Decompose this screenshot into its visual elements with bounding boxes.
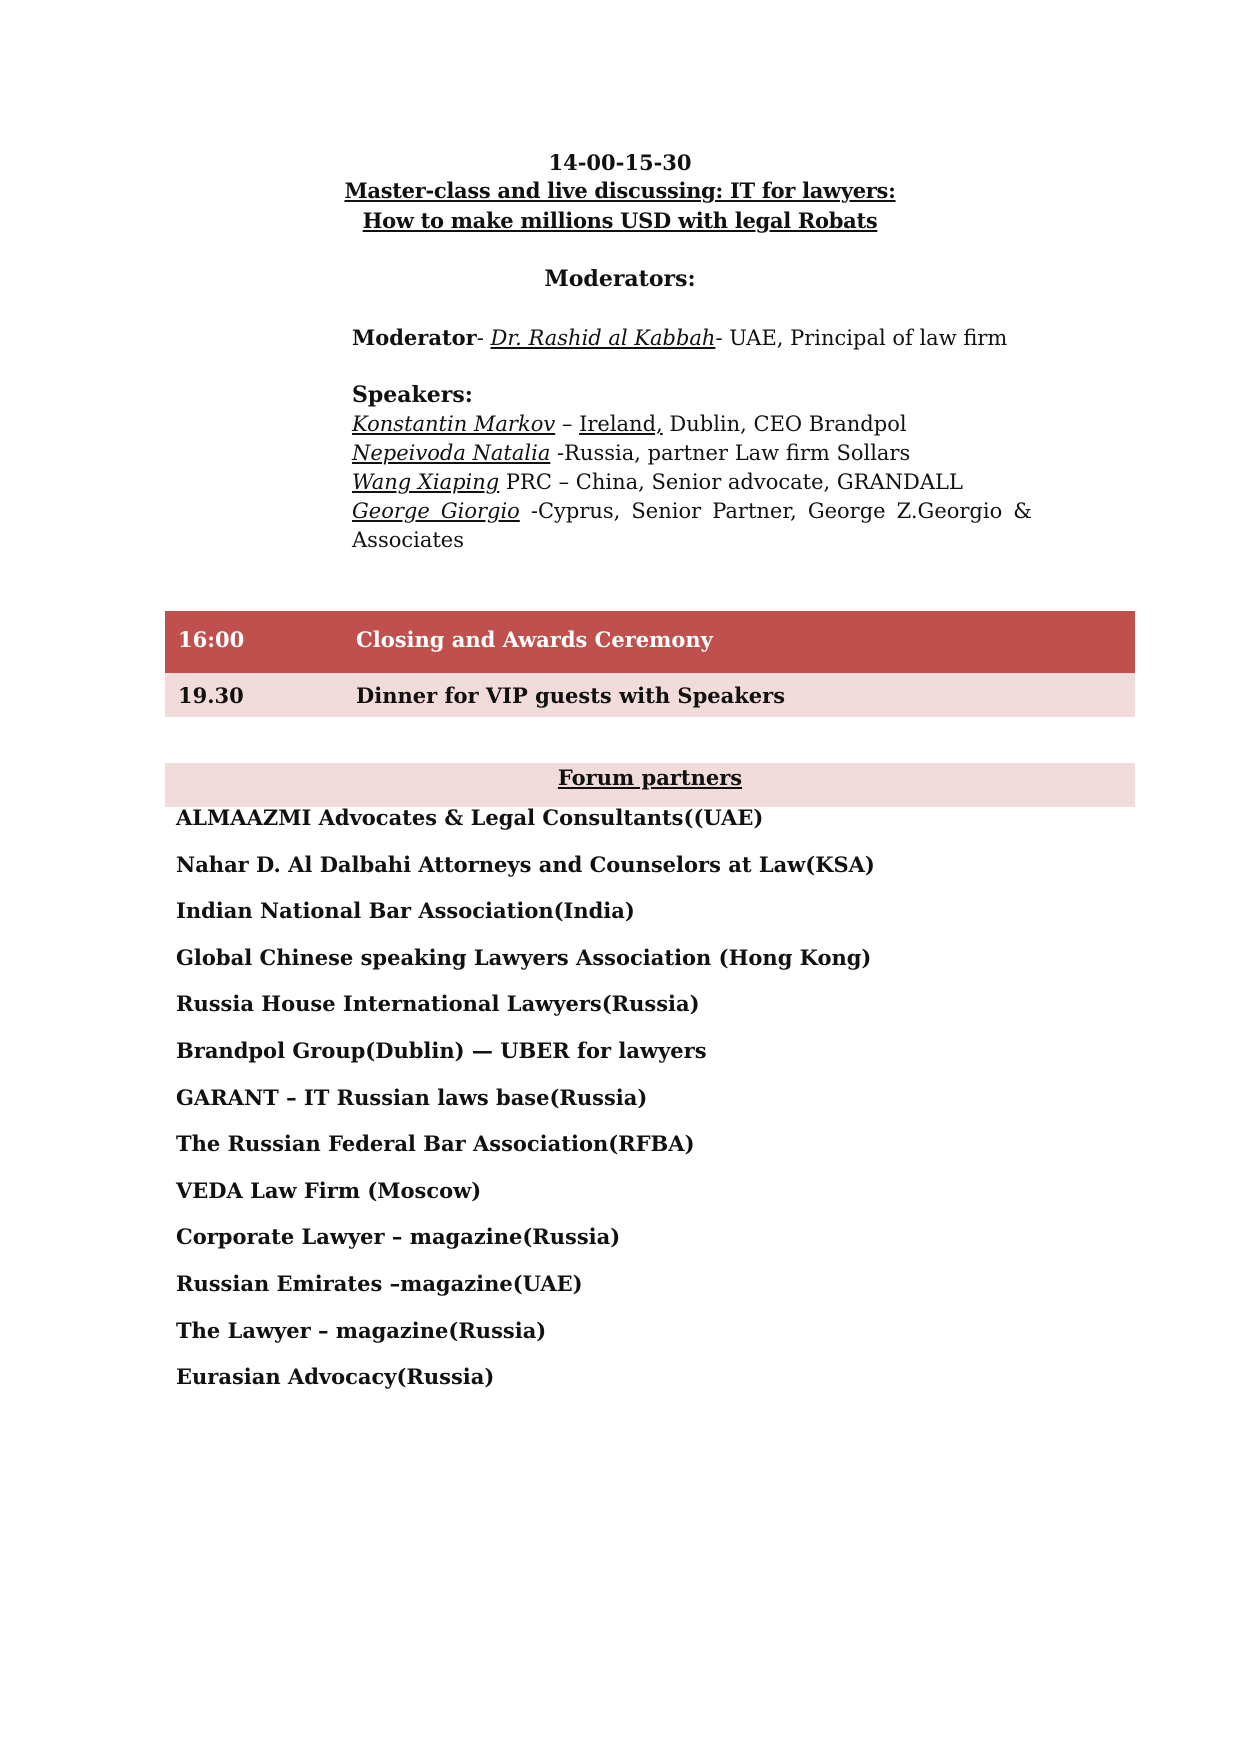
speaker-detail: -Cyprus, Senior Partner, George Z.Georgio & xyxy=(519,499,1032,523)
speaker-name: Nepeivoda Natalia xyxy=(352,441,551,465)
speaker-place: Ireland, xyxy=(579,412,663,436)
schedule-time: 19.30 xyxy=(178,683,244,708)
speaker-detail: Dublin, CEO Brandpol xyxy=(662,412,907,436)
session-time: 14-00-15-30 xyxy=(548,150,692,175)
partner-item: The Russian Federal Bar Association(RFBA) xyxy=(176,1131,695,1157)
moderator-separator: - xyxy=(476,326,491,350)
partner-item: ALMAAZMI Advocates & Legal Consultants((UAE) xyxy=(176,805,764,830)
session-title-line-2: How to make millions USD with legal Robats xyxy=(362,208,878,233)
partner-item: Brandpol Group(Dublin) — UBER for lawyers xyxy=(176,1037,707,1063)
speaker-name: George Giorgio xyxy=(352,499,520,523)
schedule-time: 16:00 xyxy=(178,627,245,652)
schedule-row-dinner xyxy=(165,673,1135,717)
partner-item: The Lawyer – magazine(Russia) xyxy=(176,1317,547,1343)
speaker-name: Wang Xiaping xyxy=(352,470,500,494)
speaker-row xyxy=(352,468,1032,497)
partner-item: Russia House International Lawyers(Russia) xyxy=(176,991,700,1017)
moderator-detail: - UAE, Principal of law firm xyxy=(715,326,1008,350)
speakers-heading: Speakers: xyxy=(352,382,473,408)
schedule-description: Dinner for VIP guests with Speakers xyxy=(356,683,786,708)
speaker-row-continued: Associates xyxy=(352,528,465,552)
partner-item: GARANT – IT Russian laws base(Russia) xyxy=(176,1084,648,1110)
partner-item: Indian National Bar Association(India) xyxy=(176,898,635,924)
speaker-row xyxy=(352,439,1032,468)
moderators-heading: Moderators: xyxy=(544,266,696,292)
partners-heading-band xyxy=(165,763,1135,807)
moderator-name: Dr. Rashid al Kabbah xyxy=(490,326,716,350)
speaker-row xyxy=(352,410,1032,439)
partner-item: Russian Emirates –magazine(UAE) xyxy=(176,1270,583,1296)
speaker-detail: -Russia, partner Law firm Sollars xyxy=(550,441,911,465)
partner-item: Global Chinese speaking Lawyers Association (Hong Kong) xyxy=(176,944,872,970)
partner-item: Eurasian Advocacy(Russia) xyxy=(176,1364,495,1390)
speaker-name: Konstantin Markov xyxy=(352,412,556,436)
schedule-row-closing xyxy=(165,611,1135,673)
moderator-line xyxy=(352,323,1032,353)
moderator-label: Moderator xyxy=(352,325,477,350)
schedule-description: Closing and Awards Ceremony xyxy=(356,627,713,652)
partner-item: Nahar D. Al Dalbahi Attorneys and Counselors at Law(KSA) xyxy=(176,851,875,877)
partners-heading: Forum partners xyxy=(557,765,743,790)
partner-item: Corporate Lawyer – magazine(Russia) xyxy=(176,1224,621,1250)
session-title-line-1: Master-class and live discussing: IT for lawyers: xyxy=(344,178,896,203)
speaker-detail: PRC – China, Senior advocate, GRANDALL xyxy=(499,470,963,494)
speaker-row xyxy=(352,497,1032,526)
speaker-separator: – xyxy=(555,412,580,436)
partner-item: VEDA Law Firm (Moscow) xyxy=(176,1177,482,1203)
partners-list xyxy=(176,803,1136,1409)
speakers-block xyxy=(352,381,1032,555)
